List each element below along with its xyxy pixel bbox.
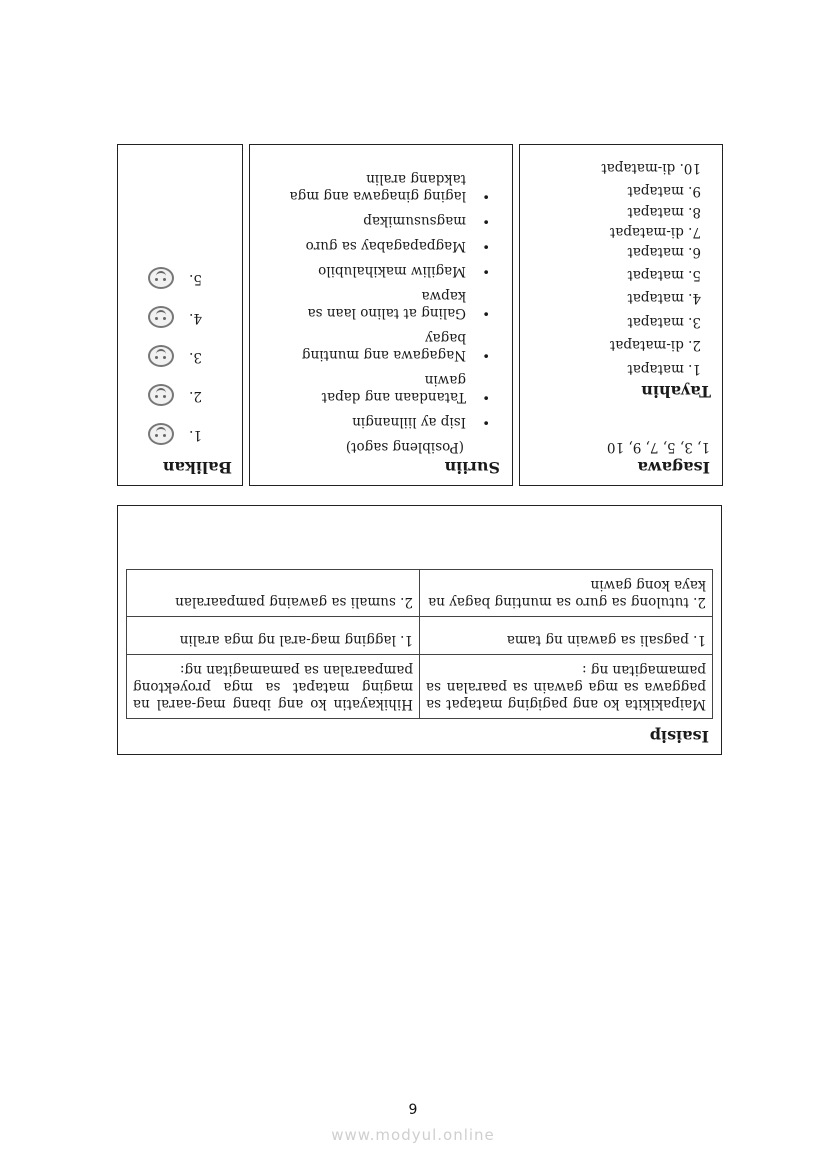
list-item: 1. matapat xyxy=(627,361,701,377)
list-item: 9. matapat xyxy=(627,183,701,199)
table-row xyxy=(127,570,713,617)
list-item: • magsusumikap xyxy=(282,212,498,229)
smiley-face-icon xyxy=(148,267,174,289)
balikan-box xyxy=(117,144,243,486)
smiley-face-icon xyxy=(148,384,174,406)
balikan-title: Balikan xyxy=(162,458,232,477)
isaisip-col2-header: Hihikayatin ko ang ibang mag-aaral na maging matapat sa mga proyektong pampaaralan sa pamamagitan ng: xyxy=(127,655,420,719)
list-item: 3. matapat xyxy=(627,314,701,330)
isagawa-title: Isagawa xyxy=(637,458,710,477)
list-item: 10. di-matapat xyxy=(601,160,701,176)
suriin-box xyxy=(249,144,513,486)
table-cell: 1. pagsali sa gawain ng tama xyxy=(420,617,713,655)
list-item: • Magpapagabay sa guro xyxy=(282,237,498,254)
list-item: 4. xyxy=(189,310,202,326)
isaisip-title: Isaisip xyxy=(649,727,709,746)
table-cell: 2. sumali sa gawaing pampaaralan xyxy=(127,570,420,617)
list-item: 7. di-matapat xyxy=(609,224,701,240)
table-row xyxy=(127,617,713,655)
list-item: • Isip ay liilnangin xyxy=(282,413,498,430)
list-item: 1. xyxy=(189,427,202,443)
isaisip-table xyxy=(126,569,713,719)
tayahin-title: Tayahin xyxy=(641,382,711,401)
smiley-face-icon xyxy=(148,423,174,445)
isaisip-col1-header: Maipakikita ko ang pagiging matapat sa paggawa sa mga gawain sa paaralan sa pamamagitan ng : xyxy=(420,655,713,719)
list-item: 8. matapat xyxy=(627,204,701,220)
list-item: • Tatandaan ang dapat gawin xyxy=(282,371,498,405)
watermark-url: www.modyul.online xyxy=(331,1126,495,1144)
suriin-intro: (Posibleng sagot) xyxy=(345,439,464,455)
smiley-face-icon xyxy=(148,345,174,367)
list-item: • Galing at talino laan sa kapwa xyxy=(282,287,498,321)
list-item: 4. matapat xyxy=(627,290,701,306)
list-item: 3. xyxy=(189,349,202,365)
list-item: • laging ginagawa ang mga takdang aralin xyxy=(282,170,498,204)
list-item: 2. di-matapat xyxy=(609,337,701,353)
page-number: 9 xyxy=(408,1102,418,1118)
list-item: 5. xyxy=(189,271,202,287)
list-item: 2. xyxy=(189,388,202,404)
suriin-title: Suriin xyxy=(444,458,500,477)
isaisip-box xyxy=(117,505,722,755)
isagawa-answer: 1, 3, 5, 7, 9, 10 xyxy=(606,439,710,455)
table-cell: 2. tutulong sa guro sa munting bagay na kaya kong gawin xyxy=(420,570,713,617)
table-row xyxy=(127,655,713,719)
list-item: 6. matapat xyxy=(627,244,701,260)
smiley-face-icon xyxy=(148,306,174,328)
list-item: • Magiliw makihalubilo xyxy=(282,262,498,279)
table-cell: 1. lagging mag-aral ng mga aralin xyxy=(127,617,420,655)
suriin-bullet-list xyxy=(282,162,498,430)
list-item: 5. matapat xyxy=(627,267,701,283)
list-item: • Nagagawa ang munting bagay xyxy=(282,329,498,363)
